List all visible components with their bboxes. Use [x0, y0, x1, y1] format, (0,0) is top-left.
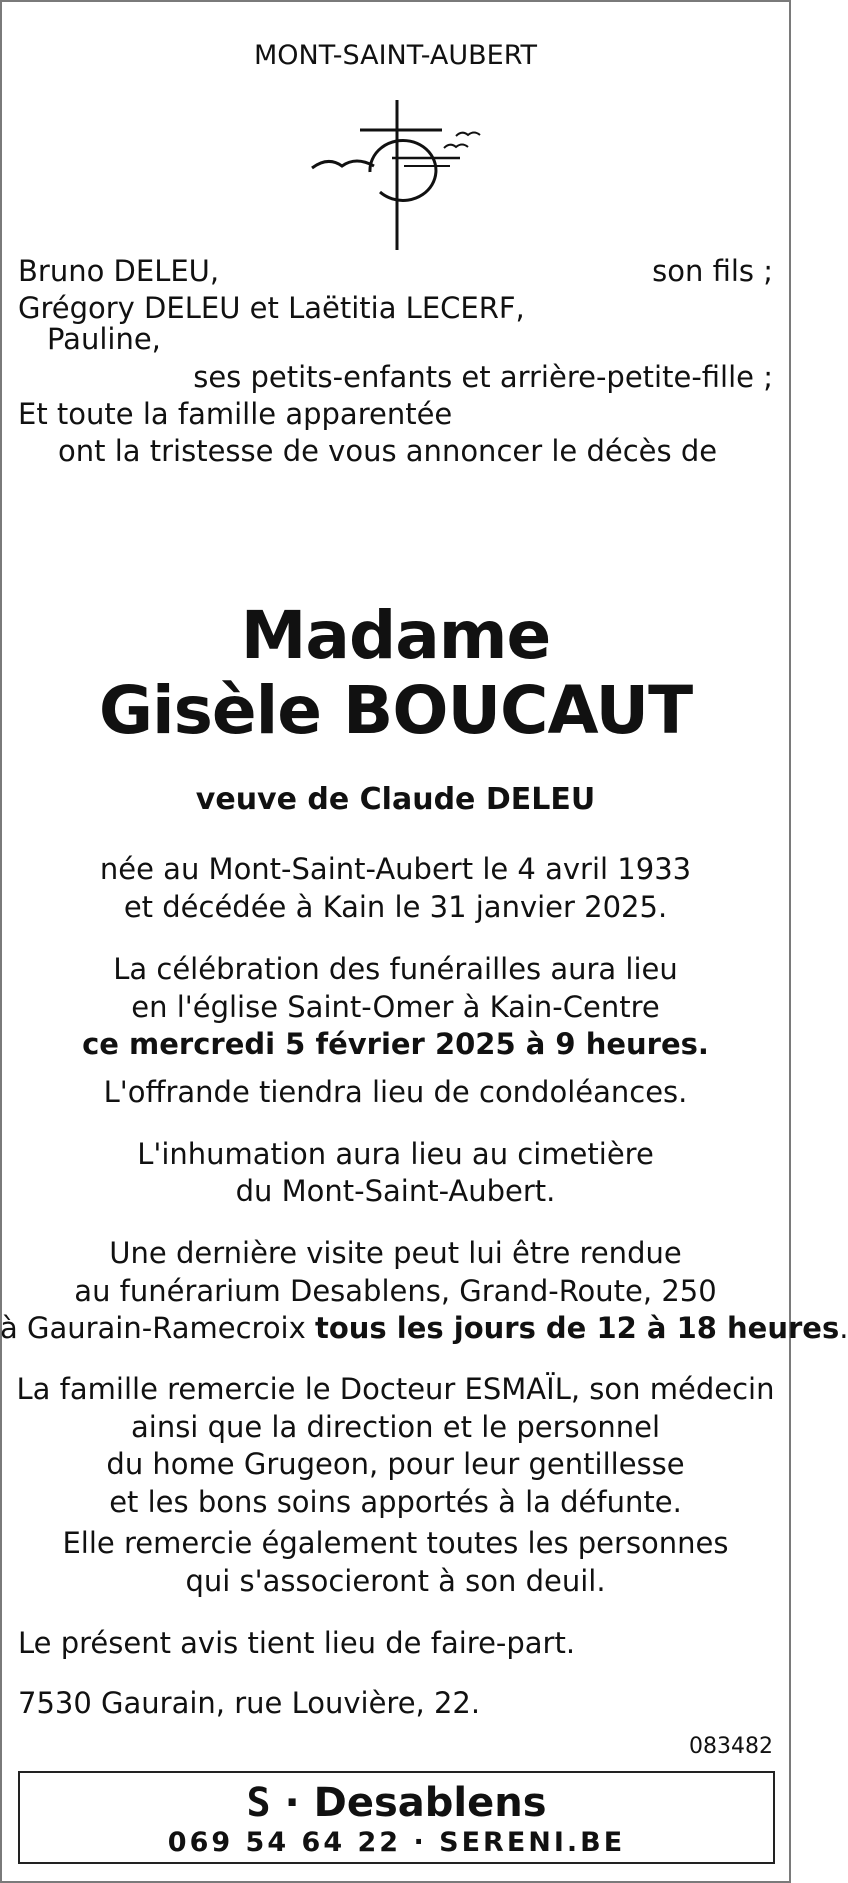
great-granddaughter: Pauline,: [47, 322, 161, 356]
website: SERENI.BE: [439, 1827, 626, 1858]
thanks-line-5: Elle remercie également toutes les personnes: [62, 1526, 729, 1560]
notice-line: Le présent avis tient lieu de faire-part.: [18, 1626, 576, 1660]
logo-contact: [20, 1827, 773, 1859]
cross-sun-birds-icon: [310, 100, 480, 250]
son-name: Bruno DELEU,: [18, 254, 220, 288]
offering-line: L'offrande tiendra lieu de condoléances.: [103, 1075, 688, 1109]
announcement: ont la tristesse de vous annoncer le décès de: [58, 434, 718, 468]
visit-hours: tous les jours de 12 à 18 heures: [315, 1311, 840, 1345]
grandchildren-line: Grégory DELEU et Laëtitia LECERF,: [18, 291, 525, 325]
burial-line-1: L'inhumation aura lieu au cimetière: [137, 1137, 654, 1171]
visit-line-2: au funérarium Desablens, Grand-Route, 250: [74, 1274, 717, 1308]
contact-separator: ·: [413, 1827, 427, 1858]
reference-number: 083482: [689, 1734, 773, 1759]
funeral-home-logo: [18, 1771, 775, 1864]
death-line: et décédée à Kain le 31 janvier 2025.: [123, 890, 668, 924]
logo-title: [20, 1779, 773, 1827]
deceased-title: Madame: [240, 597, 551, 674]
visit-period: .: [839, 1311, 848, 1345]
son-role: son fils ;: [652, 254, 773, 288]
phone-number: 069 54 64 22: [167, 1827, 402, 1858]
thanks-line-1: La famille remercie le Docteur ESMAÏL, son médecin: [16, 1372, 775, 1406]
burial-line-2: du Mont-Saint-Aubert.: [235, 1174, 556, 1208]
thanks-line-6: qui s'associeront à son deuil.: [185, 1564, 606, 1598]
address-line: 7530 Gaurain, rue Louvière, 22.: [18, 1686, 481, 1720]
thanks-line-4: et les bons soins apportés à la défunte.: [109, 1485, 682, 1519]
extended-family: Et toute la famille apparentée: [18, 397, 453, 431]
logo-mark: S: [246, 1780, 271, 1826]
visit-line-3: [0, 1309, 848, 1347]
birth-line: née au Mont-Saint-Aubert le 4 avril 1933: [99, 852, 692, 886]
funeral-date: ce mercredi 5 février 2025 à 9 heures.: [82, 1027, 709, 1061]
thanks-line-3: du home Grugeon, pour leur gentillesse: [106, 1447, 685, 1481]
logo-name: Desablens: [313, 1780, 547, 1826]
deceased-name: Gisèle BOUCAUT: [98, 672, 693, 749]
thanks-line-2: ainsi que la direction et le personnel: [130, 1410, 661, 1444]
funeral-line-2: en l'église Saint-Omer à Kain-Centre: [131, 990, 660, 1024]
village-heading: MONT-SAINT-AUBERT: [253, 40, 538, 71]
visit-line-1: Une dernière visite peut lui être rendue: [109, 1236, 682, 1270]
visit-place: à Gaurain-Ramecroix: [0, 1311, 315, 1345]
widow-of: veuve de Claude DELEU: [195, 782, 596, 817]
funeral-line-1: La célébration des funérailles aura lieu: [113, 952, 678, 986]
grandchildren-role: ses petits-enfants et arrière-petite-fille ;: [193, 360, 773, 394]
logo-separator: ·: [284, 1780, 300, 1826]
